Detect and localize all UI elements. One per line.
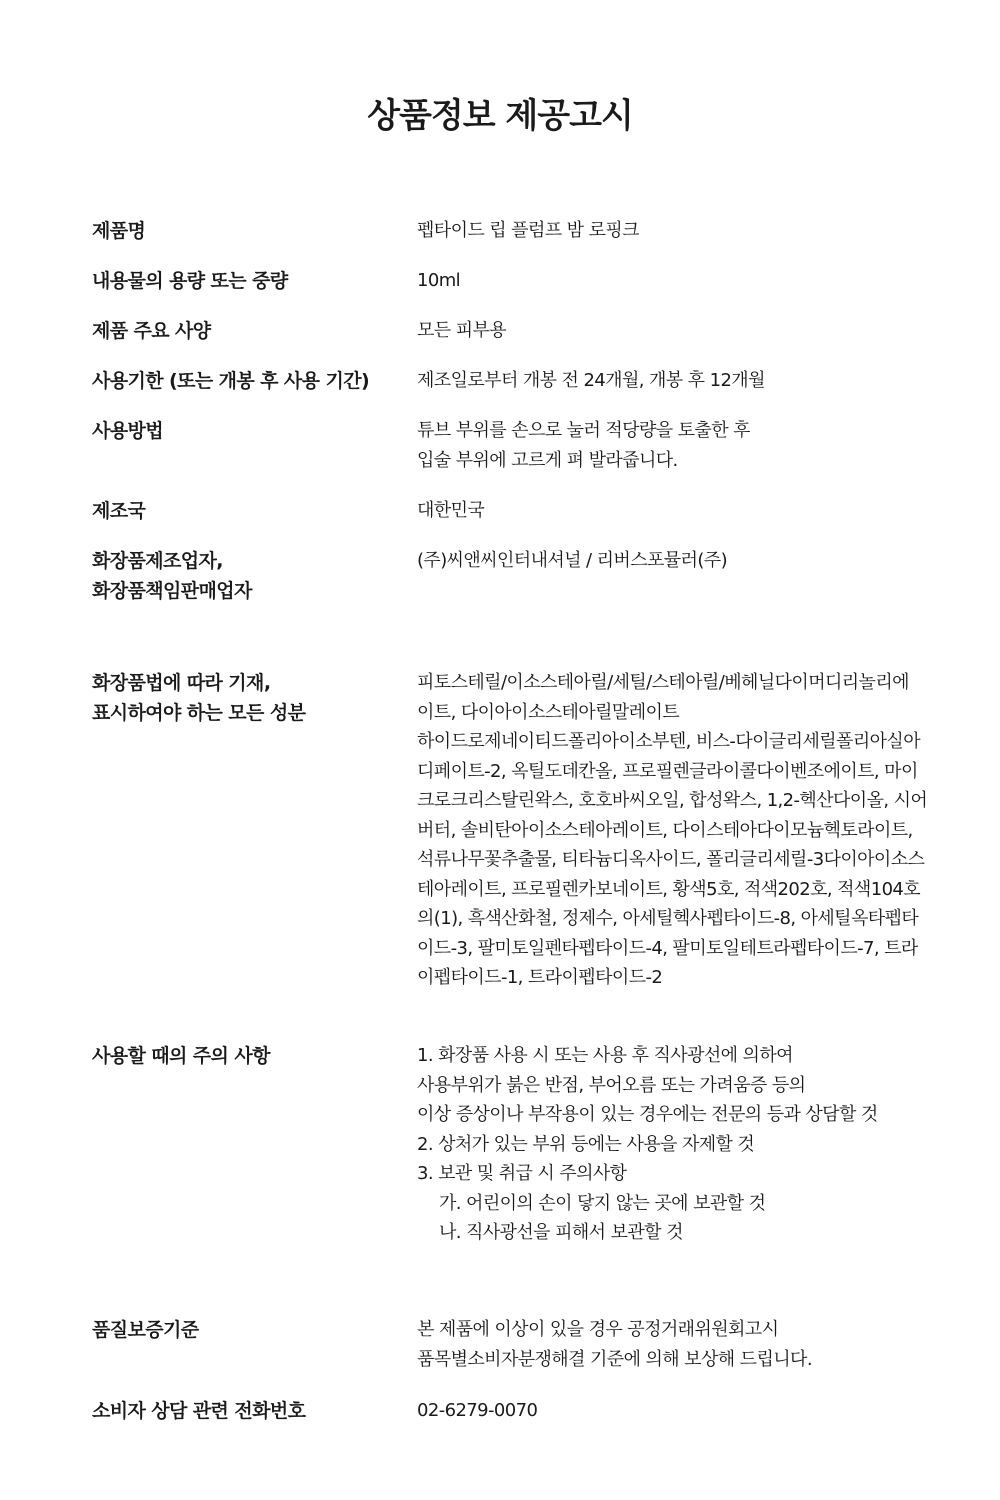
row-value xyxy=(417,416,937,475)
row-value-line: 이펩타이드-1, 트라이펩타이드-2 xyxy=(417,967,663,988)
page-title: 상품정보 제공고시 xyxy=(367,96,633,136)
row-value-line: 1. 화장품 사용 시 또는 사용 후 직사광선에 의하여 xyxy=(417,1045,793,1066)
row-label-line: 표시하여야 하는 모든 성분 xyxy=(92,702,306,724)
row-value xyxy=(417,1041,937,1248)
row-value-line: 나. 직사광선을 피해서 보관할 것 xyxy=(439,1222,683,1243)
row-value xyxy=(417,366,937,396)
row-value-line: 의(1), 흑색산화철, 정제수, 아세틸헥사펩타이드-8, 아세틸옥타펩타 xyxy=(417,908,919,929)
row-value xyxy=(417,316,937,346)
row-value-line: 테아레이트, 프로필렌카보네이트, 황색5호, 적색202호, 적색104호 xyxy=(417,878,921,900)
row-value xyxy=(417,1315,937,1374)
row-value xyxy=(417,1396,937,1426)
row-label xyxy=(92,1041,402,1071)
row-value-line: 제조일로부터 개봉 전 24개월, 개봉 후 12개월 xyxy=(417,370,765,391)
row-value-line: 사용부위가 붉은 반점, 부어오름 또는 가려움증 등의 xyxy=(417,1074,806,1096)
row-label xyxy=(92,546,402,606)
row-label xyxy=(92,216,402,246)
row-value xyxy=(417,668,937,993)
row-value-line: 버터, 솔비탄아이소스테아레이트, 다이스테아다이모늄헥토라이트, xyxy=(417,819,913,841)
row-value-line: 본 제품에 이상이 있을 경우 공정거래위원회고시 xyxy=(417,1319,779,1340)
row-label-line: 제품 주요 사양 xyxy=(92,320,211,342)
row-label-line: 품질보증기준 xyxy=(92,1319,199,1341)
row-value-line: 10ml xyxy=(417,270,461,291)
row-label-line: 화장품법에 따라 기재, xyxy=(92,672,271,694)
row-label-line: 소비자 상담 관련 전화번호 xyxy=(92,1400,306,1422)
row-value-line: 모든 피부용 xyxy=(417,320,507,341)
row-value-line: 대한민국 xyxy=(417,500,485,521)
row-label-line: 제품명 xyxy=(92,220,146,242)
row-label xyxy=(92,266,402,296)
row-label xyxy=(92,416,402,446)
row-value xyxy=(417,546,937,576)
row-value xyxy=(417,266,937,296)
row-value xyxy=(417,496,937,526)
row-label-line: 사용기한 (또는 개봉 후 사용 기간) xyxy=(92,370,370,392)
row-label-line: 제조국 xyxy=(92,500,146,522)
row-label xyxy=(92,1315,402,1345)
row-value-line: 튜브 부위를 손으로 눌러 적당량을 토출한 후 xyxy=(417,420,750,441)
row-value-line: 하이드로제네이티드폴리아이소부텐, 비스-다이글리세릴폴리아실아 xyxy=(417,731,920,752)
row-label xyxy=(92,496,402,526)
row-label-line: 내용물의 용량 또는 중량 xyxy=(92,270,288,292)
row-label xyxy=(92,1396,402,1426)
row-label-line: 사용방법 xyxy=(92,420,164,442)
row-label-line: 사용할 때의 주의 사항 xyxy=(92,1045,270,1067)
row-value-line: 피토스테릴/이소스테아릴/세틸/스테아릴/베헤닐다이머디리놀리에 xyxy=(417,672,909,693)
row-label xyxy=(92,316,402,346)
row-value-line: 이드-3, 팔미토일펜타펩타이드-4, 팔미토일테트라펩타이드-7, 트라 xyxy=(417,937,918,959)
row-value-line: 3. 보관 및 취급 시 주의사항 xyxy=(417,1163,627,1184)
row-label-line: 화장품제조업자, xyxy=(92,550,223,572)
row-value-line: 디페이트-2, 옥틸도데칸올, 프로필렌글라이콜다이벤조에이트, 마이 xyxy=(417,760,918,782)
row-value-line: 크로크리스탈린왁스, 호호바씨오일, 합성왁스, 1,2-헥산다이올, 시어 xyxy=(417,790,928,811)
row-value-line: 이트, 다이아이소스테아릴말레이트 xyxy=(417,701,680,723)
row-value-line: 품목별소비자분쟁해결 기준에 의해 보상해 드립니다. xyxy=(417,1348,812,1370)
row-value-line: 이상 증상이나 부작용이 있는 경우에는 전문의 등과 상담할 것 xyxy=(417,1104,878,1125)
row-value-line: 가. 어린이의 손이 닿지 않는 곳에 보관할 것 xyxy=(439,1192,766,1214)
row-value xyxy=(417,216,937,246)
row-label-line: 화장품책임판매업자 xyxy=(92,580,252,602)
row-value-line: 02-6279-0070 xyxy=(417,1400,538,1421)
row-value-line: 석류나무꽃추출물, 티타늄디옥사이드, 폴리글리세릴-3다이아이소스 xyxy=(417,849,925,870)
row-value-line: 입술 부위에 고르게 펴 발라줍니다. xyxy=(417,449,678,471)
row-value-line: 펩타이드 립 플럼프 밤 로핑크 xyxy=(417,220,639,241)
row-label xyxy=(92,668,402,728)
row-label xyxy=(92,366,402,396)
row-value-line: 2. 상처가 있는 부위 등에는 사용을 자제할 것 xyxy=(417,1133,755,1155)
row-value-line: (주)씨앤씨인터내셔널 / 리버스포뮬러(주) xyxy=(417,550,728,571)
